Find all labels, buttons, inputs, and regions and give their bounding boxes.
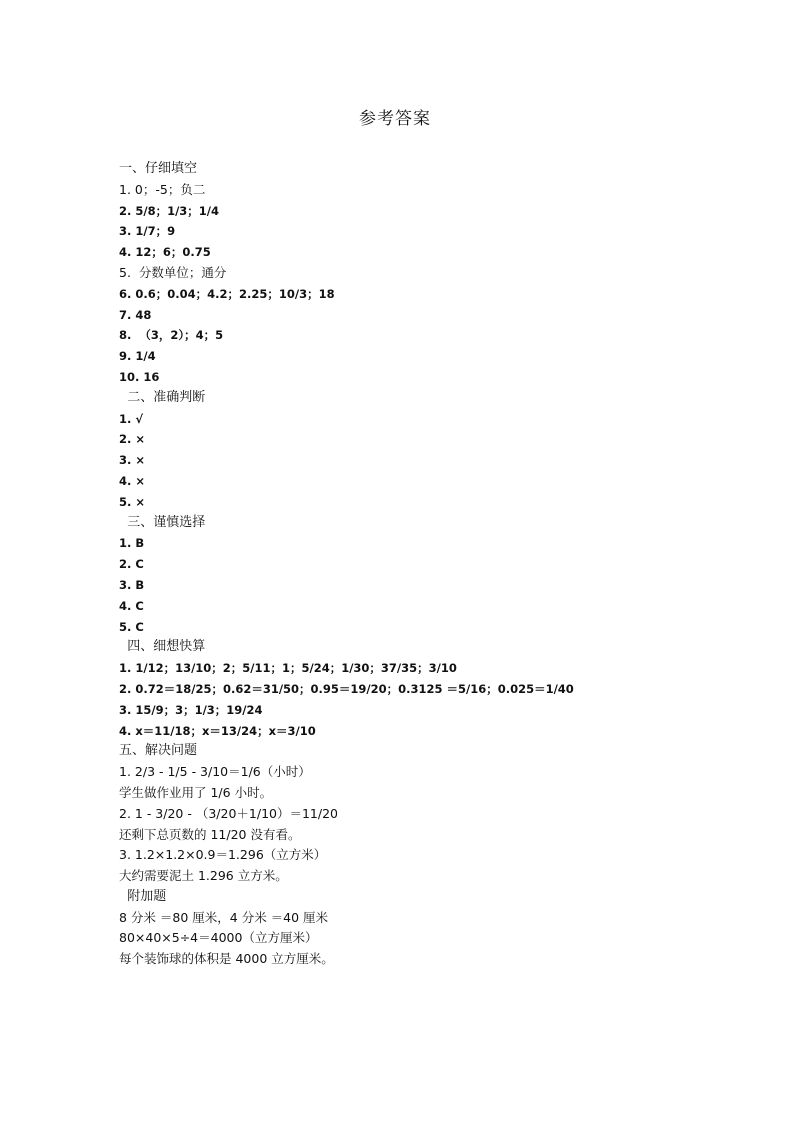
answer-line: 1. 1/12；13/10；2；5/11；1；5/24；1/30；37/35；3/10 — [119, 661, 457, 676]
document-title: 参考答案 — [359, 109, 431, 129]
answer-line: 2. 0.72＝18/25；0.62＝31/50；0.95＝19/20；0.3125 ＝5/16；0.025＝1/40 — [119, 681, 574, 696]
answer-line: 1. 0；-5；负二 — [119, 181, 206, 197]
answer-line: 1. B — [119, 536, 145, 551]
answer-line: 80×40×5÷4＝4000（立方厘米） — [119, 930, 318, 946]
answer-line: 5. 分数单位；通分 — [119, 264, 227, 280]
answer-line: 大约需要泥土 1.296 立方米。 — [119, 868, 288, 884]
answer-line: 9. 1/4 — [119, 349, 156, 364]
answer-line: 2. C — [119, 557, 144, 572]
section-heading: 四、细想快算 — [119, 639, 206, 655]
answer-line: 4. C — [119, 598, 144, 613]
answer-line: 10. 16 — [119, 369, 160, 384]
section-heading: 三、谨慎选择 — [119, 514, 206, 530]
answer-line: 3. 15/9；3；1/3；19/24 — [119, 702, 263, 717]
answer-line: 3. B — [119, 577, 145, 592]
answer-line: 5. × — [119, 494, 146, 509]
answer-line: 8. （3，2）；4；5 — [119, 328, 224, 343]
section-heading: 二、准确判断 — [119, 389, 206, 405]
answer-line: 1. 2/3 - 1/5 - 3/10＝1/6（小时） — [119, 764, 311, 780]
answer-line: 7. 48 — [119, 307, 152, 322]
answer-line: 3. × — [119, 453, 146, 468]
answer-line: 1. √ — [119, 411, 144, 426]
answer-line: 6. 0.6；0.04；4.2；2.25；10/3；18 — [119, 286, 335, 301]
answer-line: 5. C — [119, 619, 144, 634]
answer-line: 每个装饰球的体积是 4000 立方厘米。 — [119, 951, 334, 967]
answer-line: 4. × — [119, 473, 146, 488]
answer-line: 还剩下总页数的 11/20 没有看。 — [119, 826, 301, 842]
answer-line: 2. 5/8；1/3；1/4 — [119, 203, 219, 218]
section-heading: 一、仔细填空 — [119, 161, 198, 176]
answer-line: 3. 1/7；9 — [119, 224, 176, 239]
answer-line: 2. × — [119, 432, 146, 447]
answer-line: 学生做作业用了 1/6 小时。 — [119, 784, 273, 800]
answer-line: 4. x＝11/18；x＝13/24；x＝3/10 — [119, 723, 316, 738]
section-heading: 附加题 — [119, 888, 167, 904]
section-heading: 五、解决问题 — [119, 743, 198, 759]
answer-line: 8 分米 ＝80 厘米，4 分米 ＝40 厘米 — [119, 909, 329, 925]
answer-list — [119, 159, 719, 970]
answer-line: 2. 1 - 3/20 - （3/20＋1/10）＝11/20 — [119, 805, 339, 821]
answer-line: 4. 12；6；0.75 — [119, 245, 211, 260]
answer-line: 3. 1.2×1.2×0.9＝1.296（立方米） — [119, 847, 327, 863]
